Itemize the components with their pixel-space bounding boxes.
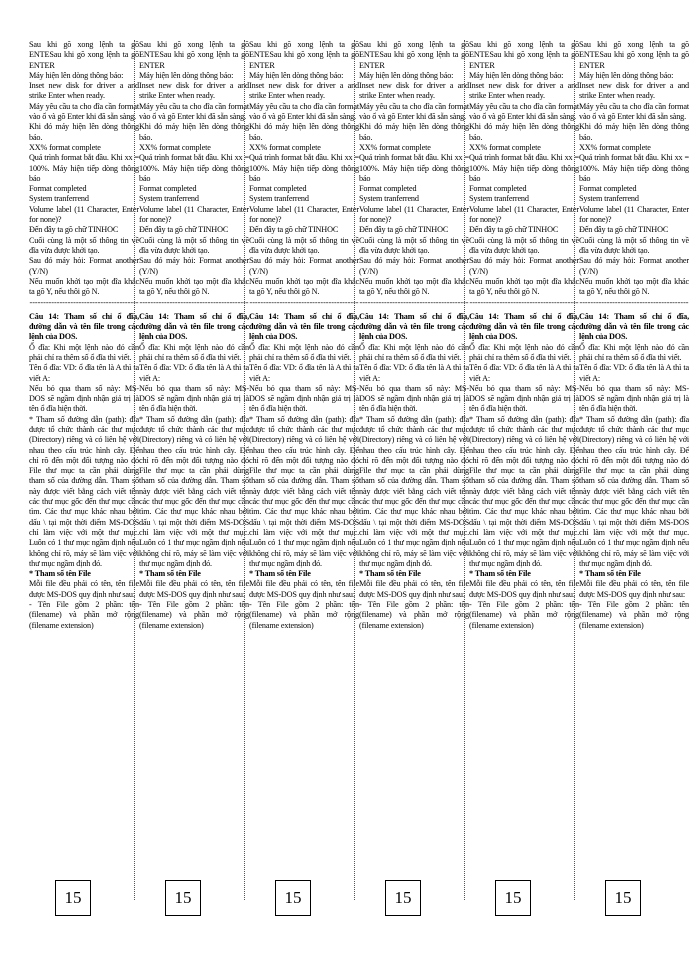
paragraph: Máy hiện lên dòng thông báo: [469,70,564,80]
text-column [29,40,139,840]
paragraph: Sau đó máy hỏi: Format another (Y/N) [359,256,469,276]
paragraph: Cuối cùng là một số thông tin về đĩa vừa được khởi tạo. [469,235,579,255]
paragraph: * Tham số đường dẫn (path): đĩa được tổ chức thành các thư mục (Directory) riêng và có liên hệ với nhau theo cấu trúc hình cây. Để chỉ rõ đến một đối tượng nào đó File thư mục ta cần phải dùng tham số của đường dẫn. Tham số này được viết bằng cách viết tên các thư mục gốc đến thư mục cần tìm. Các thư mục khác nhau bởi dấu \ tại một thời điểm MS-DOS chỉ làm việc với một thư mục. Luôn có 1 thư mục ngầm định nếu không chỉ rõ, máy sẽ làm việc với thư mục ngầm định đó. [249,414,359,568]
paragraph: Sau khi gõ xong lệnh ta gõ ENTESau khi gõ xong lệnh ta gõ ENTER [249,40,359,70]
paragraph: Tên ổ đĩa: VD: ổ đĩa tên là A thì ta viết A: [469,363,579,383]
page-number-box: 15 [165,880,201,916]
page-number-box: 15 [605,880,641,916]
paragraph: Máy yêu cầu ta cho đĩa cần format vào ổ và gõ Enter khi đã sẵn sàng. [29,101,139,122]
paragraph: System tranferrend [249,194,309,204]
paragraph: Inset new disk for driver a and strike Enter when ready. [29,81,139,101]
paragraph: Format completed [139,184,197,194]
paragraph: Máy hiện lên dòng thông báo: [139,70,234,80]
paragraph: Tên ổ đĩa: VD: ổ đĩa tên là A thì ta viết A: [139,363,249,383]
paragraph: Máy yêu cầu ta cho đĩa cần format vào ổ và gõ Enter khi đã sẵn sàng. [469,101,579,122]
paragraph: Máy yêu cầu ta cho đĩa cần format vào ổ và gõ Enter khi đã sẵn sàng. [579,101,689,122]
paragraph: Nếu muốn khởi tạo một đĩa khác ta gõ Y, nếu thôi gõ N. [469,276,579,297]
paragraph: Nếu muốn khởi tạo một đĩa khác ta gõ Y, nếu thôi gõ N. [249,276,359,297]
paragraph: XX% format complete [29,142,101,152]
paragraph: Inset new disk for driver a and strike Enter when ready. [579,81,689,101]
paragraph: Format completed [359,184,417,194]
paragraph: Đến đây ta gõ chữ TINHOC [469,225,559,235]
section-heading: * Tham số tên File [469,569,531,579]
paragraph: Inset new disk for driver a and strike Enter when ready. [249,81,359,101]
paragraph: Mỗi file đều phải có tên, tên file được MS-DOS quy định như sau: [249,579,359,599]
text-column [249,40,359,840]
paragraph: Format completed [579,184,637,194]
paragraph: Khi đó máy hiện lên dòng thông báo. [359,122,469,142]
paragraph: Format completed [29,184,87,194]
paragraph: Máy hiện lên dòng thông báo: [359,70,454,80]
paragraph: Ổ đĩa: Khi một lệnh nào đó cần phải chỉ ra thêm số ổ đĩa thì viết. [29,342,139,362]
paragraph: Ổ đĩa: Khi một lệnh nào đó cần phải chỉ ra thêm số ổ đĩa thì viết. [139,342,249,362]
paragraph: Quá trình format bắt đầu. Khi xx = 100%. Máy hiện tiếp dòng thông báo [359,153,469,183]
section-heading: Câu 14: Tham số chỉ ổ đĩa, đường dẫn và tên file trong các lệnh của DOS. [359,311,469,342]
paragraph: Nếu bỏ qua tham số này: MS-DOS sẽ ngầm định nhận giá trị là tên ổ đĩa hiện thời. [579,383,689,414]
paragraph: * Tham số đường dẫn (path): đĩa được tổ chức thành các thư mục (Directory) riêng và có liên hệ với nhau theo cấu trúc hình cây. Để chỉ rõ đến một đối tượng nào đó File thư mục ta cần phải dùng tham số của đường dẫn. Tham số này được viết bằng cách viết tên các thư mục gốc đến thư mục cần tìm. Các thư mục khác nhau bởi dấu \ tại một thời điểm MS-DOS chỉ làm việc với một thư mục. Luôn có 1 thư mục ngầm định nếu không chỉ rõ, máy sẽ làm việc với thư mục ngầm định đó. [469,414,579,568]
column-divider [134,40,136,900]
paragraph: Inset new disk for driver a and strike Enter when ready. [359,81,469,101]
text-column [359,40,469,840]
paragraph: Volume label (11 Character, Enter for none)? [29,204,139,225]
paragraph: Nếu bỏ qua tham số này: MS-DOS sẽ ngầm định nhận giá trị là tên ổ đĩa hiện thời. [249,383,359,414]
paragraph: Volume label (11 Character, Enter for none)? [139,204,249,225]
text-column [579,40,689,840]
paragraph: Nếu muốn khởi tạo một đĩa khác ta gõ Y, nếu thôi gõ N. [29,276,139,297]
paragraph: Cuối cùng là một số thông tin về đĩa vừa được khởi tạo. [139,235,249,255]
paragraph: Quá trình format bắt đầu. Khi xx = 100%. Máy hiện tiếp dòng thông báo [29,153,139,183]
section-heading: Câu 14: Tham số chỉ ổ đĩa, đường dẫn và tên file trong các lệnh của DOS. [579,311,689,342]
paragraph: Sau khi gõ xong lệnh ta gõ ENTESau khi gõ xong lệnh ta gõ ENTER [359,40,469,70]
column-divider [244,40,246,900]
paragraph: Quá trình format bắt đầu. Khi xx = 100%. Máy hiện tiếp dòng thông báo [249,153,359,183]
page-number-box: 15 [495,880,531,916]
paragraph: Mỗi file đều phải có tên, tên file được MS-DOS quy định như sau: [469,579,579,599]
paragraph: Sau khi gõ xong lệnh ta gõ ENTESau khi gõ xong lệnh ta gõ ENTER [29,40,139,70]
section-heading: * Tham số tên File [359,569,421,579]
paragraph: Sau đó máy hỏi: Format another (Y/N) [469,256,579,276]
paragraph: Nếu bỏ qua tham số này: MS-DOS sẽ ngầm định nhận giá trị là tên ổ đĩa hiện thời. [359,383,469,414]
paragraph: Volume label (11 Character, Enter for none)? [359,204,469,225]
paragraph: Sau đó máy hỏi: Format another (Y/N) [579,256,689,276]
paragraph: Máy hiện lên dòng thông báo: [249,70,344,80]
paragraph: Cuối cùng là một số thông tin về đĩa vừa được khởi tạo. [249,235,359,255]
section-divider: ---------------------------------------- [249,298,359,308]
paragraph: - Tên File gồm 2 phần: tên (filename) và phần mở rộng (filename extension) [249,600,359,630]
paragraph: Quá trình format bắt đầu. Khi xx = 100%. Máy hiện tiếp dòng thông báo [139,153,249,183]
paragraph: Tên ổ đĩa: VD: ổ đĩa tên là A thì ta viết A: [359,363,469,383]
section-divider: ---------------------------------------- [469,298,579,308]
section-divider: ---------------------------------------- [29,298,139,308]
paragraph: Đến đây ta gõ chữ TINHOC [29,225,119,235]
paragraph: Nếu muốn khởi tạo một đĩa khác ta gõ Y, nếu thôi gõ N. [359,276,469,297]
section-divider: ---------------------------------------- [359,298,469,308]
paragraph: System tranferrend [469,194,529,204]
section-heading: * Tham số tên File [139,569,201,579]
paragraph: Đến đây ta gõ chữ TINHOC [139,225,229,235]
paragraph: Nếu muốn khởi tạo một đĩa khác ta gõ Y, nếu thôi gõ N. [139,276,249,297]
paragraph: - Tên File gồm 2 phần: tên (filename) và phần mở rộng (filename extension) [29,600,139,630]
page-number-box: 15 [55,880,91,916]
text-column [469,40,579,840]
paragraph: Sau đó máy hỏi: Format another (Y/N) [139,256,249,276]
paragraph: Tên ổ đĩa: VD: ổ đĩa tên là A thì ta viết A: [29,363,139,383]
paragraph: XX% format complete [579,142,651,152]
paragraph: Volume label (11 Character, Enter for none)? [579,204,689,225]
paragraph: Ổ đĩa: Khi một lệnh nào đó cần phải chỉ ra thêm số ổ đĩa thì viết. [469,342,579,362]
paragraph: - Tên File gồm 2 phần: tên (filename) và phần mở rộng (filename extension) [359,600,469,630]
section-divider: ---------------------------------------- [579,298,689,308]
paragraph: Ổ đĩa: Khi một lệnh nào đó cần phải chỉ ra thêm số ổ đĩa thì viết. [579,342,689,362]
paragraph: Format completed [249,184,307,194]
section-heading: Câu 14: Tham số chỉ ổ đĩa, đường dẫn và tên file trong các lệnh của DOS. [139,311,249,342]
paragraph: Nếu bỏ qua tham số này: MS-DOS sẽ ngầm định nhận giá trị là tên ổ đĩa hiện thời. [469,383,579,414]
paragraph: XX% format complete [469,142,541,152]
section-heading: Câu 14: Tham số chỉ ổ đĩa, đường dẫn và tên file trong các lệnh của DOS. [469,311,579,342]
paragraph: * Tham số đường dẫn (path): đĩa được tổ chức thành các thư mục (Directory) riêng và có liên hệ với nhau theo cấu trúc hình cây. Để chỉ rõ đến một đối tượng nào đó File thư mục ta cần phải dùng tham số của đường dẫn. Tham số này được viết bằng cách viết tên các thư mục gốc đến thư mục cần tìm. Các thư mục khác nhau bởi dấu \ tại một thời điểm MS-DOS chỉ làm việc với một thư mục. Luôn có 1 thư mục ngầm định nếu không chỉ rõ, máy sẽ làm việc với thư mục ngầm định đó. [579,414,689,568]
paragraph: XX% format complete [359,142,431,152]
paragraph: Ổ đĩa: Khi một lệnh nào đó cần phải chỉ ra thêm số ổ đĩa thì viết. [359,342,469,362]
paragraph: * Tham số đường dẫn (path): đĩa được tổ chức thành các thư mục (Directory) riêng và có liên hệ với nhau theo cấu trúc hình cây. Để chỉ rõ đến một đối tượng nào đó File thư mục ta cần phải dùng tham số của đường dẫn. Tham số này được viết bằng cách viết tên các thư mục gốc đến thư mục cần tìm. Các thư mục khác nhau bởi dấu \ tại một thời điểm MS-DOS chỉ làm việc với một thư mục. Luôn có 1 thư mục ngầm định nếu không chỉ rõ, máy sẽ làm việc với thư mục ngầm định đó. [359,414,469,568]
paragraph: Sau khi gõ xong lệnh ta gõ ENTESau khi gõ xong lệnh ta gõ ENTER [139,40,249,70]
paragraph: Sau đó máy hỏi: Format another (Y/N) [29,256,139,276]
paragraph: Mỗi file đều phải có tên, tên file được MS-DOS quy định như sau: [359,579,469,599]
paragraph: Đến đây ta gõ chữ TINHOC [249,225,339,235]
paragraph: Volume label (11 Character, Enter for none)? [469,204,579,225]
paragraph: * Tham số đường dẫn (path): đĩa được tổ chức thành các thư mục (Directory) riêng và có liên hệ với nhau theo cấu trúc hình cây. Để chỉ rõ đến một đối tượng nào đó File thư mục ta cần phải dùng tham số của đường dẫn. Tham số này được viết bằng cách viết tên các thư mục gốc đến thư mục cần tìm. Các thư mục khác nhau bởi dấu \ tại một thời điểm MS-DOS chỉ làm việc với một thư mục. Luôn có 1 thư mục ngầm định nếu không chỉ rõ, máy sẽ làm việc với thư mục ngầm định đó. [29,414,139,568]
paragraph: Cuối cùng là một số thông tin về đĩa vừa được khởi tạo. [29,235,139,255]
paragraph: XX% format complete [139,142,211,152]
paragraph: Mỗi file đều phải có tên, tên file được MS-DOS quy định như sau: [29,579,139,599]
paragraph: Format completed [469,184,527,194]
paragraph: Khi đó máy hiện lên dòng thông báo. [579,122,689,142]
paragraph: Cuối cùng là một số thông tin về đĩa vừa được khởi tạo. [579,235,689,255]
paragraph: Inset new disk for driver a and strike Enter when ready. [469,81,579,101]
column-divider [574,40,576,900]
paragraph: Máy yêu cầu ta cho đĩa cần format vào ổ và gõ Enter khi đã sẵn sàng. [249,101,359,122]
section-heading: * Tham số tên File [249,569,311,579]
paragraph: Máy hiện lên dòng thông báo: [29,70,124,80]
paragraph: Mỗi file đều phải có tên, tên file được MS-DOS quy định như sau: [579,579,689,599]
paragraph: Nếu bỏ qua tham số này: MS-DOS sẽ ngầm định nhận giá trị là tên ổ đĩa hiện thời. [29,383,139,414]
paragraph: Tên ổ đĩa: VD: ổ đĩa tên là A thì ta viết A: [249,363,359,383]
paragraph: Volume label (11 Character, Enter for none)? [249,204,359,225]
paragraph: * Tham số đường dẫn (path): đĩa được tổ chức thành các thư mục (Directory) riêng và có liên hệ với nhau theo cấu trúc hình cây. Để chỉ rõ đến một đối tượng nào đó File thư mục ta cần phải dùng tham số của đường dẫn. Tham số này được viết bằng cách viết tên các thư mục gốc đến thư mục cần tìm. Các thư mục khác nhau bởi dấu \ tại một thời điểm MS-DOS chỉ làm việc với một thư mục. Luôn có 1 thư mục ngầm định nếu không chỉ rõ, máy sẽ làm việc với thư mục ngầm định đó. [139,414,249,568]
section-divider: ---------------------------------------- [139,298,249,308]
paragraph: Nếu muốn khởi tạo một đĩa khác ta gõ Y, nếu thôi gõ N. [579,276,689,297]
paragraph: Đến đây ta gõ chữ TINHOC [579,225,669,235]
paragraph: Khi đó máy hiện lên dòng thông báo. [139,122,249,142]
paragraph: Mỗi file đều phải có tên, tên file được MS-DOS quy định như sau: [139,579,249,599]
paragraph: Sau khi gõ xong lệnh ta gõ ENTESau khi gõ xong lệnh ta gõ ENTER [469,40,579,70]
paragraph: - Tên File gồm 2 phần: tên (filename) và phần mở rộng (filename extension) [139,600,249,630]
paragraph: Máy hiện lên dòng thông báo: [579,70,674,80]
paragraph: Khi đó máy hiện lên dòng thông báo. [469,122,579,142]
paragraph: - Tên File gồm 2 phần: tên (filename) và phần mở rộng (filename extension) [579,600,689,630]
paragraph: Ổ đĩa: Khi một lệnh nào đó cần phải chỉ ra thêm số ổ đĩa thì viết. [249,342,359,362]
paragraph: Inset new disk for driver a and strike Enter when ready. [139,81,249,101]
paragraph: Quá trình format bắt đầu. Khi xx = 100%. Máy hiện tiếp dòng thông báo [469,153,579,183]
paragraph: Đến đây ta gõ chữ TINHOC [359,225,449,235]
column-divider [354,40,356,900]
section-heading: Câu 14: Tham số chỉ ổ đĩa, đường dẫn và tên file trong các lệnh của DOS. [249,311,359,342]
text-column [139,40,249,840]
section-heading: * Tham số tên File [579,569,641,579]
paragraph: System tranferrend [139,194,199,204]
section-heading: Câu 14: Tham số chỉ ổ đĩa, đường dẫn và tên file trong các lệnh của DOS. [29,311,139,342]
paragraph: Máy yêu cầu ta cho đĩa cần format vào ổ và gõ Enter khi đã sẵn sàng. [139,101,249,122]
paragraph: Sau đó máy hỏi: Format another (Y/N) [249,256,359,276]
paragraph: Quá trình format bắt đầu. Khi xx = 100%. Máy hiện tiếp dòng thông báo [579,153,689,183]
paragraph: System tranferrend [359,194,419,204]
paragraph: Sau khi gõ xong lệnh ta gõ ENTESau khi gõ xong lệnh ta gõ ENTER [579,40,689,70]
page-number-box: 15 [385,880,421,916]
paragraph: Tên ổ đĩa: VD: ổ đĩa tên là A thì ta viết A: [579,363,689,383]
paragraph: Khi đó máy hiện lên dòng thông báo. [249,122,359,142]
paragraph: System tranferrend [579,194,639,204]
paragraph: System tranferrend [29,194,89,204]
paragraph: XX% format complete [249,142,321,152]
paragraph: Cuối cùng là một số thông tin về đĩa vừa được khởi tạo. [359,235,469,255]
column-divider [464,40,466,900]
paragraph: Máy yêu cầu ta cho đĩa cần format vào ổ và gõ Enter khi đã sẵn sàng. [359,101,469,122]
paragraph: Nếu bỏ qua tham số này: MS-DOS sẽ ngầm định nhận giá trị là tên ổ đĩa hiện thời. [139,383,249,414]
paragraph: Khi đó máy hiện lên dòng thông báo. [29,122,139,142]
section-heading: * Tham số tên File [29,569,91,579]
paragraph: - Tên File gồm 2 phần: tên (filename) và phần mở rộng (filename extension) [469,600,579,630]
page-number-box: 15 [275,880,311,916]
